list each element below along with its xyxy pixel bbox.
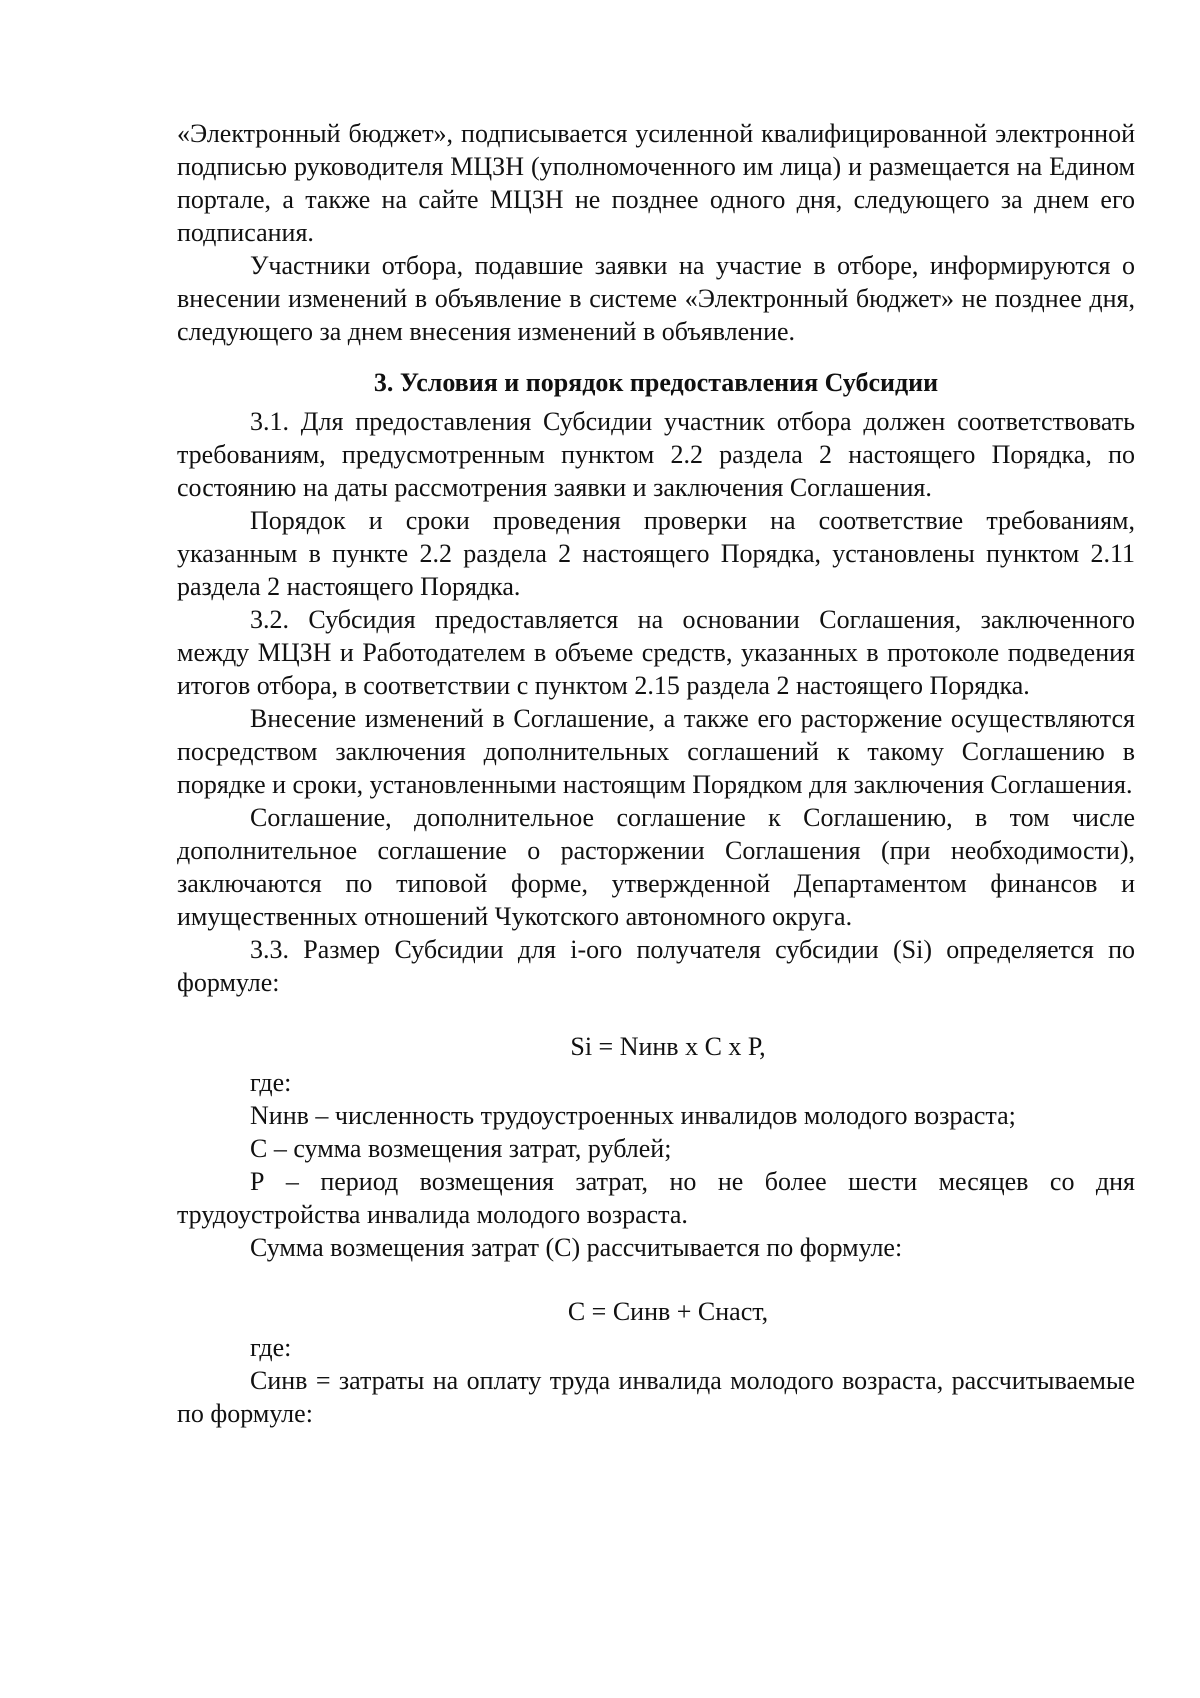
formula-term-c-inv: Синв = затраты на оплату труда инвалида молодого возраста, рассчитываемые по формуле: <box>177 1366 1135 1428</box>
formula-term-p: Р – период возмещения затрат, но не более шести месяцев со дня трудоустройства инвалида молодого возраста. <box>177 1167 1135 1229</box>
formula-subsidy-size: Si = Nинв x С x Р, <box>570 1032 766 1061</box>
paragraph-3-1: 3.1. Для предоставления Субсидии участник отбора должен соответствовать требованиям, предусмотренным пунктом 2.2 раздела 2 настоящего Порядка, по состоянию на даты рассмотрения заявки и заключения Соглашения. <box>177 407 1135 502</box>
paragraph-agreement-changes: Внесение изменений в Соглашение, а также его расторжение осуществляются посредством заключения дополнительных соглашений к такому Соглашению в порядке и сроки, установленными настоящим Порядком для заключения Соглашения. <box>177 704 1135 799</box>
formula-cost-sum: С = Синв + Снаст, <box>567 1297 769 1326</box>
paragraph-verification-procedure: Порядок и сроки проведения проверки на соответствие требованиям, указанным в пункте 2.2 раздела 2 настоящего Порядка, установлены пунктом 2.11 раздела 2 настоящего Порядка. <box>177 506 1135 601</box>
formula-where-label-2: где: <box>250 1333 292 1362</box>
paragraph-participants-notice: Участники отбора, подавшие заявки на участие в отборе, информируются о внесении изменений в объявление в системе «Электронный бюджет» не позднее дня, следующего за днем внесения изменений в объявление. <box>177 251 1135 346</box>
paragraph-agreement-form: Соглашение, дополнительное соглашение к Соглашению, в том числе дополнительное соглашение о расторжении Соглашения (при необходимости), заключаются по типовой форме, утвержденной Департаментом финансов и имущественных отношений Чукотского автономного округа. <box>177 803 1135 931</box>
formula-term-n-inv: Nинв – численность трудоустроенных инвалидов молодого возраста; <box>250 1101 1016 1130</box>
section-heading: 3. Условия и порядок предоставления Субсидии <box>373 368 939 397</box>
paragraph-cost-sum-intro: Сумма возмещения затрат (С) рассчитывается по формуле: <box>250 1233 903 1262</box>
paragraph-3-3: 3.3. Размер Субсидии для i-ого получателя субсидии (Si) определяется по формуле: <box>177 935 1135 997</box>
formula-term-c: С – сумма возмещения затрат, рублей; <box>250 1134 672 1163</box>
document-body <box>177 117 1135 1430</box>
paragraph-publication: «Электронный бюджет», подписывается усиленной квалифицированной электронной подписью руководителя МЦЗН (уполномоченного им лица) и размещается на Едином портале, а также на сайте МЦЗН не позднее одного дня, следующего за днем его подписания. <box>177 119 1135 247</box>
paragraph-3-2: 3.2. Субсидия предоставляется на основании Соглашения, заключенного между МЦЗН и Работодателем в объеме средств, указанных в протоколе подведения итогов отбора, в соответствии с пунктом 2.15 раздела 2 настоящего Порядка. <box>177 605 1135 700</box>
formula-where-label: где: <box>250 1068 292 1097</box>
